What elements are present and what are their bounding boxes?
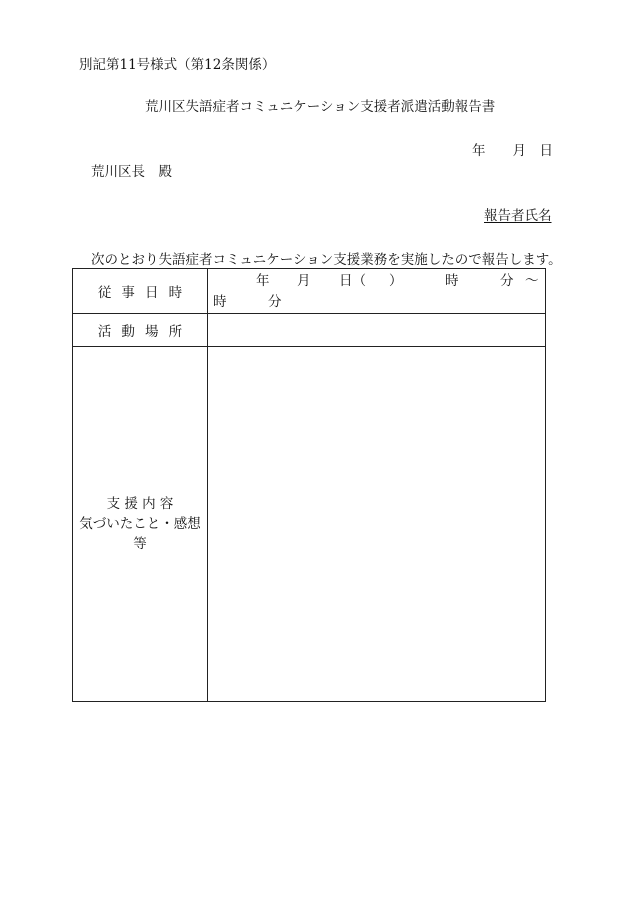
label-work-datetime: 従事日時 [73, 269, 208, 314]
activity-place-field[interactable] [208, 314, 546, 347]
label-support-content [73, 347, 208, 702]
date-month-label: 月 [512, 143, 526, 159]
date-day-label: 日 [539, 143, 553, 159]
document-title: 荒川区失語症者コミュニケーション支援者派遣活動報告書 [145, 99, 496, 115]
dt-year: 年 [256, 273, 270, 289]
dt-tilde: ～ [525, 273, 539, 289]
dt-minute: 分 [500, 273, 514, 289]
dt-hour2: 時 [213, 294, 227, 310]
dt-day-open: 日（ [339, 273, 366, 289]
row-support-content [73, 347, 546, 702]
row-activity-place [73, 314, 546, 347]
form-number: 別記第11号様式（第12条関係） [79, 57, 276, 73]
dt-month: 月 [297, 273, 311, 289]
addressee: 荒川区長 殿 [91, 164, 172, 180]
intro-text: 次のとおり失語症者コミュニケーション支援業務を実施したので報告します。 [91, 252, 562, 268]
work-datetime-field[interactable] [208, 269, 546, 314]
dt-paren-close: ） [389, 273, 403, 289]
row-work-datetime [73, 269, 546, 314]
label-support-line3: 等 [133, 536, 147, 552]
date-line [472, 143, 553, 159]
label-activity-place: 活動場所 [73, 314, 208, 347]
label-support-line1: 支 援 内 容 [106, 496, 174, 512]
dt-minute2: 分 [268, 294, 282, 310]
label-support-line2: 気づいたこと・感想 [79, 516, 201, 532]
support-content-field[interactable] [208, 347, 546, 702]
reporter-name-label: 報告者氏名 [484, 208, 552, 224]
date-year-label: 年 [472, 143, 486, 159]
dt-hour: 時 [445, 273, 459, 289]
report-table [72, 268, 546, 702]
